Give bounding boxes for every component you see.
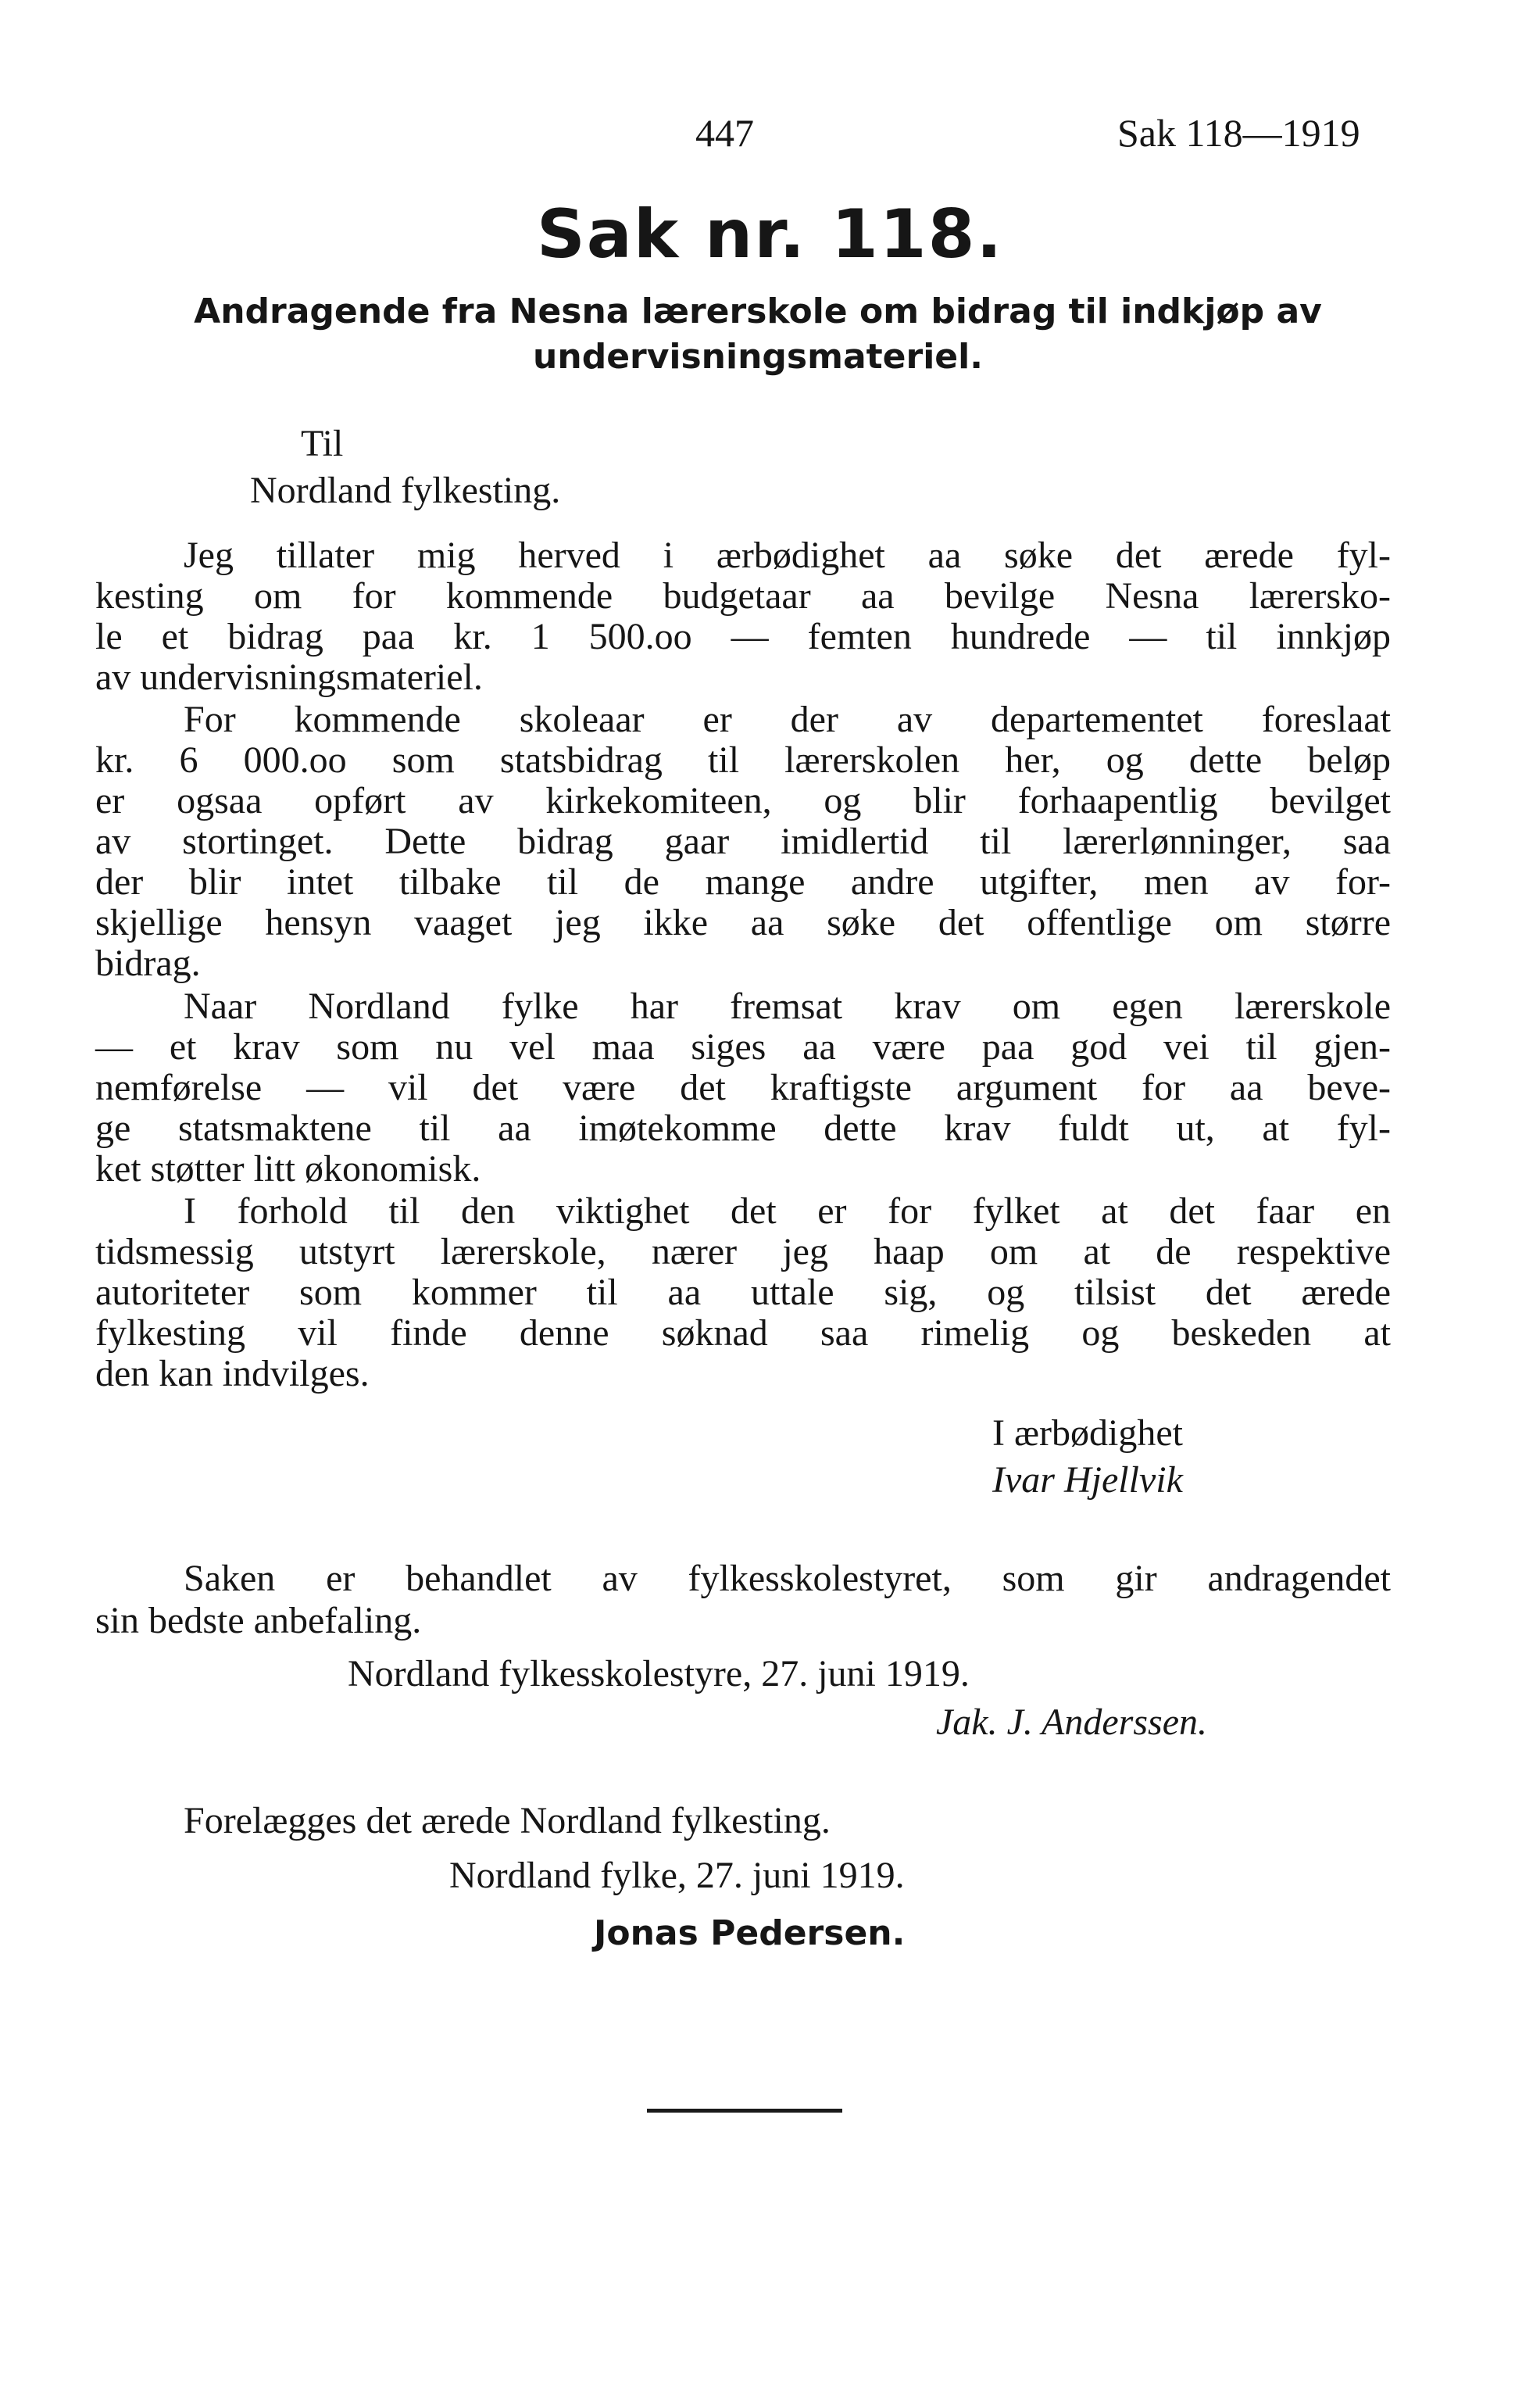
letter-line: skjellige hensyn vaaget jeg ikke aa søke det offentlige om større — [95, 902, 1391, 943]
document-title: Sak nr. 118. — [536, 195, 1004, 274]
letter-line: tidsmessig utstyrt lærerskole, nærer jeg haap om at de respektive — [95, 1231, 1391, 1272]
letter-line: autoriteter som kommer til aa uttale sig, og tilsist det ærede — [95, 1272, 1391, 1313]
endorsement-place-date: Nordland fylkesskolestyre, 27. juni 1919. — [348, 1653, 970, 1694]
document-subtitle: Andragende fra Nesna lærerskole om bidrag til indkjøp av undervisningsmateriel. — [194, 292, 1322, 377]
letter-line: Naar Nordland fylke har fremsat krav om egen lærerskole — [184, 986, 1391, 1027]
letter-line: le et bidrag paa kr. 1 500.oo — femten hundrede — til innkjøp — [95, 616, 1391, 657]
letter-line: er ogsaa opført av kirkekomiteen, og blir forhaapentlig bevilget — [95, 780, 1391, 821]
closing-rule — [647, 2109, 842, 2113]
letter-line: fylkesting vil finde denne søknad saa rimelig og beskeden at — [95, 1312, 1391, 1354]
referral-place-date: Nordland fylke, 27. juni 1919. — [449, 1855, 905, 1896]
endorsement-signature: Jak. J. Anderssen. — [936, 1701, 1208, 1743]
letter-line: For kommende skoleaar er der av departementet foreslaat — [184, 699, 1391, 740]
letter-line: kesting om for kommende budgetaar aa bevilge Nesna lærersko- — [95, 575, 1391, 617]
letter-line: av undervisningsmateriel. — [95, 657, 483, 698]
page-number: 447 — [695, 111, 754, 155]
letter-closing: I ærbødighet — [992, 1412, 1183, 1454]
letter-line: bidrag. — [95, 943, 201, 984]
case-reference: Sak 118—1919 — [1117, 111, 1360, 155]
letter-line: kr. 6 000.oo som statsbidrag til lærerskolen her, og dette beløp — [95, 739, 1391, 781]
letter-line: Jeg tillater mig herved i ærbødighet aa søke det ærede fyl- — [184, 535, 1391, 576]
letter-line: den kan indvilges. — [95, 1353, 370, 1394]
referral-line: Forelægges det ærede Nordland fylkesting. — [184, 1800, 831, 1841]
salutation-to: Til — [301, 423, 344, 464]
letter-signature: Ivar Hjellvik — [992, 1459, 1183, 1501]
letter-line: av stortinget. Dette bidrag gaar imidlertid til lærerlønninger, saa — [95, 821, 1391, 862]
letter-line: nemførelse — vil det være det kraftigste argument for aa beve- — [95, 1067, 1391, 1108]
endorsement-line: sin bedste anbefaling. — [95, 1600, 422, 1641]
endorsement-line: Saken er behandlet av fylkesskolestyret, som gir andragendet — [184, 1558, 1391, 1599]
letter-line: ge statsmaktene til aa imøtekomme dette krav fuldt ut, at fyl- — [95, 1107, 1391, 1149]
referral-signature: Jonas Pedersen. — [594, 1913, 906, 1953]
letter-line: der blir intet tilbake til de mange andre utgifter, men av for- — [95, 861, 1391, 903]
letter-line: ket støtter litt økonomisk. — [95, 1148, 481, 1190]
salutation-recipient: Nordland fylkesting. — [250, 470, 561, 511]
letter-line: I forhold til den viktighet det er for fylket at det faar en — [184, 1190, 1391, 1232]
letter-line: — et krav som nu vel maa siges aa være paa god vei til gjen- — [95, 1026, 1391, 1068]
